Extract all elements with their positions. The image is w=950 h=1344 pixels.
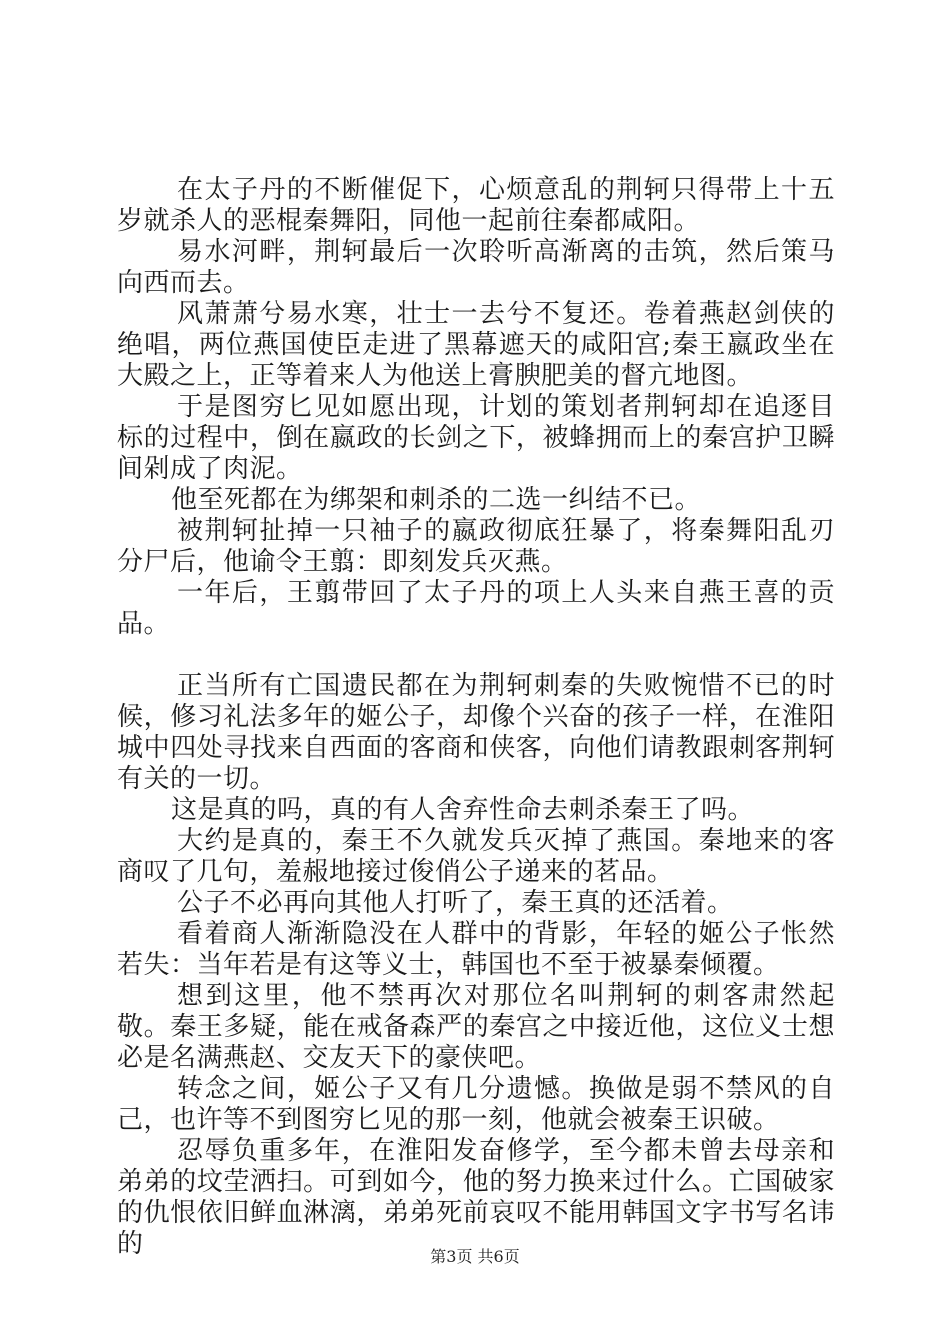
paragraph: 易水河畔，荆轲最后一次聆听高渐离的击筑，然后策马向西而去。 — [117, 237, 835, 298]
paragraph: 一年后，王翦带回了太子丹的项上人头来自燕王喜的贡品。 — [117, 578, 835, 639]
paragraph: 这是真的吗，真的有人舍弃性命去刺杀秦王了吗。 — [171, 795, 755, 825]
paragraph: 想到这里，他不禁再次对那位名叫荆轲的刺客肃然起敬。秦王多疑，能在戒备森严的秦宫之中接近他，这位义士想必是名满燕赵、交友天下的豪侠吧。 — [117, 981, 835, 1073]
paragraph: 忍辱负重多年，在淮阳发奋修学，至今都未曾去母亲和弟弟的坟茔洒扫。可到如今，他的努力换来过什么。亡国破家的仇恨依旧鲜血淋漓，弟弟死前哀叹不能用韩国文字书写名讳的 — [117, 1136, 835, 1259]
paragraph: 他至死都在为绑架和刺杀的二选一纠结不已。 — [171, 485, 702, 515]
page-number-footer: 第3页 共6页 — [430, 1247, 520, 1266]
paragraph: 于是图穷匕见如愿出现，计划的策划者荆轲却在追逐目标的过程中，倒在嬴政的长剑之下，被蜂拥而上的秦宫护卫瞬间剁成了肉泥。 — [117, 392, 835, 484]
paragraph: 公子不必再向其他人打听了，秦王真的还活着。 — [177, 888, 734, 918]
paragraph: 在太子丹的不断催促下，心烦意乱的荆轲只得带上十五岁就杀人的恶棍秦舞阳，同他一起前往秦都咸阳。 — [117, 175, 835, 236]
paragraph: 被荆轲扯掉一只袖子的嬴政彻底狂暴了，将秦舞阳乱刃分尸后，他谕令王翦：即刻发兵灭燕。 — [117, 516, 835, 577]
paragraph: 正当所有亡国遗民都在为荆轲刺秦的失败惋惜不已的时候，修习礼法多年的姬公子，却像个兴奋的孩子一样，在淮阳城中四处寻找来自西面的客商和侠客，向他们请教跟刺客荆轲有关的一切。 — [117, 671, 835, 794]
paragraph: 风萧萧兮易水寒，壮士一去兮不复还。卷着燕赵剑侠的绝唱，两位燕国使臣走进了黑幕遮天的咸阳宫;秦王嬴政坐在大殿之上，正等着来人为他送上膏腴肥美的督亢地图。 — [117, 299, 835, 391]
section-gap — [117, 640, 835, 671]
paragraph: 大约是真的，秦王不久就发兵灭掉了燕国。秦地来的客商叹了几句，羞赧地接过俊俏公子递来的茗品。 — [117, 826, 835, 887]
paragraph: 转念之间，姬公子又有几分遗憾。换做是弱不禁风的自己，也许等不到图穷匕见的那一刻，他就会被秦王识破。 — [117, 1074, 835, 1135]
document-body — [117, 175, 835, 1260]
paragraph: 看着商人渐渐隐没在人群中的背影，年轻的姬公子怅然若失：当年若是有这等义士，韩国也不至于被暴秦倾覆。 — [117, 919, 835, 980]
